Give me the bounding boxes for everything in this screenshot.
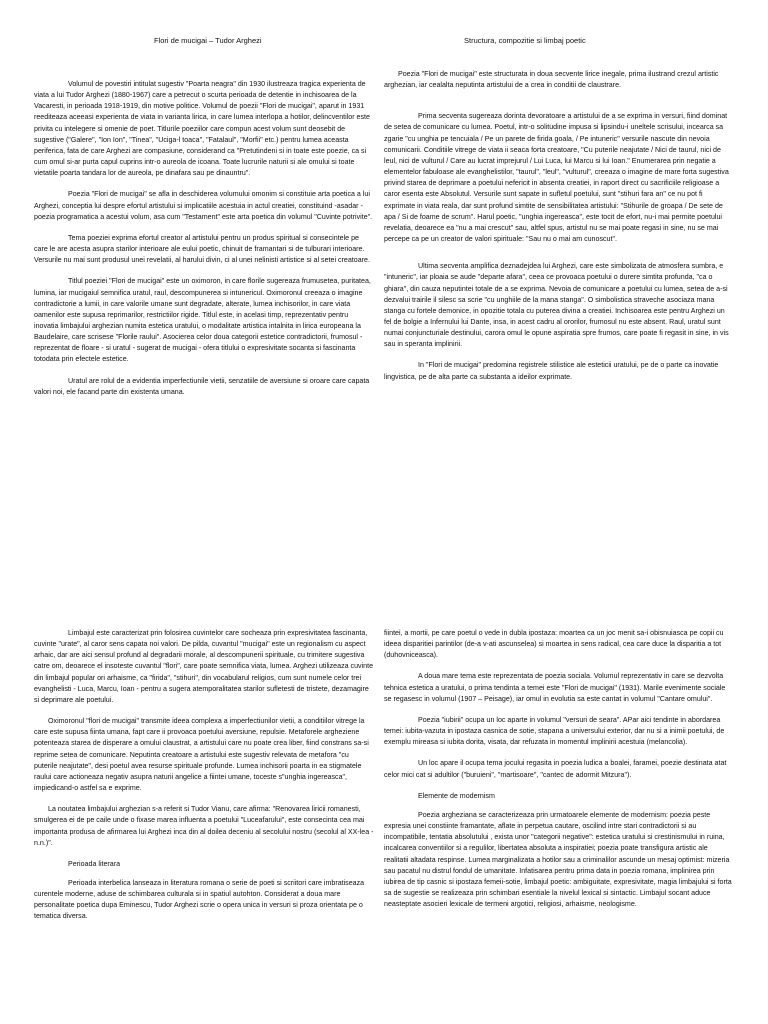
- section-heading: Elemente de modernism: [418, 791, 495, 800]
- paragraph: In "Flori de mucigai" predomina registrele stilistice ale esteticii uratului, pe de o parte ca inovatie lingvistica, pe de alta parte ca substanta a ideilor exprimate.: [384, 361, 719, 381]
- paragraph: Poezia "iubirii" ocupa un loc aparte in volumul "versuri de seara". APar aici tendinte in abordarea temei: iubita-vazuta in ipostaza casnica de sotie, stapana a universului exterior, dar nu si a inimii poetului, de exemplu mireasa si iubita dorita, visata, dar refuzata in momentul implinirii acestuia (melancolia).: [384, 715, 725, 747]
- page1-right-column: [384, 36, 734, 393]
- paragraph: fiintei, a mortii, pe care poetul o vede in dubla ipostaza: moartea ca un joc menit sa-i obisnuiasca pe copii cu ideea disparitiei parintilor (de-a v-ati ascunselea) si moartea in sens radical, cea care duce la disparitia a tot (duhovniceasca).: [384, 629, 724, 660]
- page1-left-column: [34, 36, 374, 408]
- paragraph: La noutatea limbajului arghezian s-a referit si Tudor Vianu, care afirma: "Renovarea liricii romanesti, smulgerea ei de pe caile unde o fixase marea influenta a poetului "Luceafarului", este consecinta cea mai importanta produsa de afirmarea lui Arghezi inca din al doilea deceniu al secolului nostru (secolul al XX-lea - n.n.)".: [34, 805, 374, 847]
- paragraph: Limbajul este caracterizat prin folosirea cuvintelor care socheaza prin expresivitatea fascinanta, cuvinte "urate", al caror sens capata noi valori. De pilda, cuvantul "mucigai" este un regionalism cu aspect arhaic, dar are aici sensul profund al degradarii morale, al descompunerii spirituale, cu trimitere sugestiva catre om, deoarece el insoteste cuvantul "flori", care poate semnifica viata, lumea. Arghezi utilizeaza cuvinte din limbajul popular ori arhaisme, ca "firida", "stihuri", din vocabularul religios, cum sunt numele celor trei evanghelisti - Luca, Marcu, Ioan - pentru a sugera atemporalitatea starilor sufletesti de tristete, dezamagire si deprimare ale poetului.: [34, 629, 374, 704]
- section-title: Structura, compozitie si limbaj poetic: [464, 36, 586, 45]
- paragraph: Volumul de povestiri intitulat sugestiv "Poarta neagra" din 1930 ilustreaza tragica experienta de viata a lui Tudor Arghezi (1880-1967) care a petrecut o scurta perioada de detentie in inchisoarea de la Vacaresti, in perioada 1918-1919, din motive politice. Volumul de poezii "Flori de mucigai", aparut in 1931 reediteaza aceeasi experienta de viata in varianta lirica, in care lumea interlopa a hotilor, delincventilor este privita cu intelegere si omenie de poet. Titlurile poeziilor care compun acest volum sunt deosebit de sugestive ("Galere", "Ion Ion", "Tinea", "Uciga-l toaca", "Fatalaul", "Morfii" etc.) pentru lumea aceasta periferica, fata de care Arghezi are compasiune, considerand ca "Pretutindeni si in toate este poezie, ca si cum omul si-ar purta capul cuprins intr-o aureola de icoana. Toate lucrurile naturii si ale omului si toate vietatile poarta tandara lor de aureola, pe dinafara sau pe dinauntru".: [34, 80, 370, 178]
- paragraph: Tema poeziei exprima efortul creator al artistului pentru un produs spiritual si consecintele pe care le are acesta asupra starilor interioare ale eului poetic, chinuit de framantari si de tulburari interioare. Versurile nu mai sunt produsul unei revelatii, al harului divin, ci al unei nelinisti artistice si al setei creatoare.: [34, 233, 370, 265]
- paragraph: Poezia argheziana se caracterizeaza prin urmatoarele elemente de modernism: poezia peste expresia unei constiinte framantate, aflate in perpetua cautare, oscilind intre stari contradictorii si au incompatibile, tentatia absolutului , exista unor "categorii negative": estetica uratului si crestinismului in ruina, incalcarea conventiilor si a regulilor, libertatea absoluta a inspiratiei; poezia poate transfigura artistic ale realitatii altadata respinse. Lumea marginalizata a hotilor sau a criminalilor ascunde un mesaj optimist: mizeria sau pacatul nu distrul fondul de umanitate. Infatisarea pentru prima data in poezia romana, implinirea prin iubirea de tip casnic si ipostaza femeii-sotie, limbajul poetic: ambiguitate, expresivitate, magia limbajului si forta sa de sugestie se realizeaza prin schimbari esentiale la nivelul lexical si sintactic. Limbajul socant aduce neasteptate asocieri lexicale de termeni argotici, religiosi, arhaisme, neologisme.: [384, 810, 732, 909]
- paragraph: Oximoronul "flori de mucigai" transmite ideea complexa a imperfectiunilor vietii, a conditiilor vitrege la care este supusa fiinta umana, fapt care ii provoaca poetului aversiune, repulsie. Metaforele argheziene potenteaza starea de disperare a omului claustrat, a artistului care nu poate crea liber, fiind constrans sa-si reprime setea de comunicare. Neputinta creatoare a artistului este sugestiv relevata de metafora "cu puterile neajutate", desi poetul avea resurse spirituale profunde. Lumea inchisorii poarta in ea stigmatele raului care actioneaza negativ asupra naturii angelice a fiintei umane, toceste s"unghia ingereasca", impiedicand-o astfel sa e exprime.: [34, 717, 369, 793]
- paragraph: Poezia "Flori de mucigai" este structurata in doua secvente lirice inegale, prima ilustrand crezul artistic arghezian, iar cealalta neputinta artistului de a crea in conditii de claustrare.: [384, 70, 719, 90]
- paragraph: Poezia "Flori de mucigai" se afla in deschiderea volumului omonim si constituie arta poetica a lui Arghezi, conceptia lui despre efortul artistului si implicatiile acestuia in actul creatiei, constituind -asadar - poezia programatica a acestui volum, asa cum "Testament" este arta poetica din volumul "Cuvinte potrivite".: [34, 190, 373, 221]
- paragraph: A doua mare tema este reprezentata de poezia sociala. Volumul reprezentativ in care se dezvolta tehnica estetica a uratului, o prima tendinta a temei este "Flori de mucigai" (1931). Marile evenimente sociale se regasesc in volumul (1907 – Peisage), iar omul in evolutia sa este cantat in volumul "Cantare omului".: [384, 672, 726, 703]
- paragraph: Un loc apare il ocupa tema jocului regasita in poezia ludica a boalei, faramei, poezie destinata atat celor mici cat si adultilor ("buruieni", "martisoare", "cantec de adormit Mitzura").: [384, 759, 727, 779]
- page2-right-column: [384, 628, 734, 920]
- paragraph: Uratul are rolul de a evidentia imperfectiunile vietii, senzatiile de aversiune si oroare care capata valori noi, ele facand parte din existenta umana.: [34, 376, 370, 396]
- page2-left-column: [34, 628, 374, 933]
- section-heading: Perioada literara: [68, 859, 121, 868]
- document-title: Flori de mucigai – Tudor Arghezi: [154, 36, 262, 45]
- paragraph: Prima secventa sugereaza dorinta devoratoare a artistului de a se exprima in versuri, fiind dominat de setea de comunicare cu lumea. Poetul, intr-o solitudine impusa si lipsindu-i uneltele scrisului, incearca sa zgarie "cu unghia pe tencuiala / Pe un parete de firida goala, / Pe intuneric" versurile nascute din nevoia comunicarii. Conditiile vitrege de viata ii seaca forta creatoare, "Cu puterile neajutate / Nici de taurul, nici de leul, nici de vulturul / Care au lucrat imprejurul / Lui Luca, lui Marcu si lui Ioan." Enumerarea prin negatie a elementelor fabuloase ale evanghelistilor, "taurul", "leul", "vulturul", creeaza o imagine de mare forta sugestiva privind starea de deprimare a poetului nefericit in absenta creatiei, in raport direct cu sacrificiile religioase a caror esenta este Absolutul. Versurile sunt sapate in sufletul poetului, sunt "stihuri fara an" ce nu pot fi exprimate in viata reala, dar sunt profund simtite de sensibilitatea artistului: "Stihurile de groapa / De sete de apa / Si de foame de scrum". Harul poetic, "unghia ingereasca", este tocit de efort, nu-i mai permite poetului revelatia, deoarece ea "nu a mai crescut" sau, altfel spus, artistul nu se mai poate regasi in sine, nu se mai percepe ca pe un creator de valori spirituale: "Sau nu o mai am cunoscut".: [384, 112, 729, 244]
- paragraph: Titlul poeziei "Flori de mucigai" este un oximoron, in care florile sugereaza frumusetea, puritatea, lumina, iar mucigaiul semnifica uratul, raul, descompunerea si intunericul. Oximoronul creeaza o imagine contradictorie a lumii, in care valorile umane sunt degradate, alterate, lumea inchisorilor, in care viata oamenilor este supusa reprimarilor, restrictiilor rigide. Titlul este, in acelasi timp, reprezentativ pentru inovatia limbajului arghezian numita estetica uratului, o modalitate artistica intalnita in lirica europeana la Baudelaire, care scrisese "Florile raului". Asocierea celor doua categorii estetice contradictorii, frumosul - reprezentat de floare - si uratul - sugerat de mucigai - ofera titlului o expresivitate socanta si fascinanta totodata prin efectele estetice.: [34, 277, 371, 364]
- paragraph: Ultima secventa amplifica deznadejdea lui Arghezi, care este simbolizata de atmosfera sumbra, e "intuneric", iar ploaia se aude "departe afara", ceea ce provoaca poetului o durere simtita profunda, "ca o ghiara", din cauza neputintei totale de a se exprima. Nevoia de comunicare a poetului cu lumea, setea de a-si dezvalui trairile il silesc sa scrie "cu unghiile de la mana stanga". O simbolistica straveche asociaza mana stanga cu fortele demonice, in opozitie totala cu puterea divina a creatiei. Inchisoarea este pentru Arghezi un fel de bolgie a Infernului lui Dante, insa, in acest cadru al ororilor, frumosul nu este absent. Raul, uratul sunt numai conjuncturiale destinului, carora omul le opune aspiratia spre frumos, care poate fi regasit in sine, in vis sau in speranta implinirii.: [384, 262, 729, 349]
- paragraph: Perioada interbelica lanseaza in literatura romana o serie de poeti si scriitori care imbratiseaza curentele moderne, aduse de schimbarea culturala si in spatiul autohton. Considerat a doua mare personalitate poetica dupa Eminescu, Tudor Arghezi scrie o opera unica in versuri si proza orientata pe o tematica diversa.: [34, 878, 365, 921]
